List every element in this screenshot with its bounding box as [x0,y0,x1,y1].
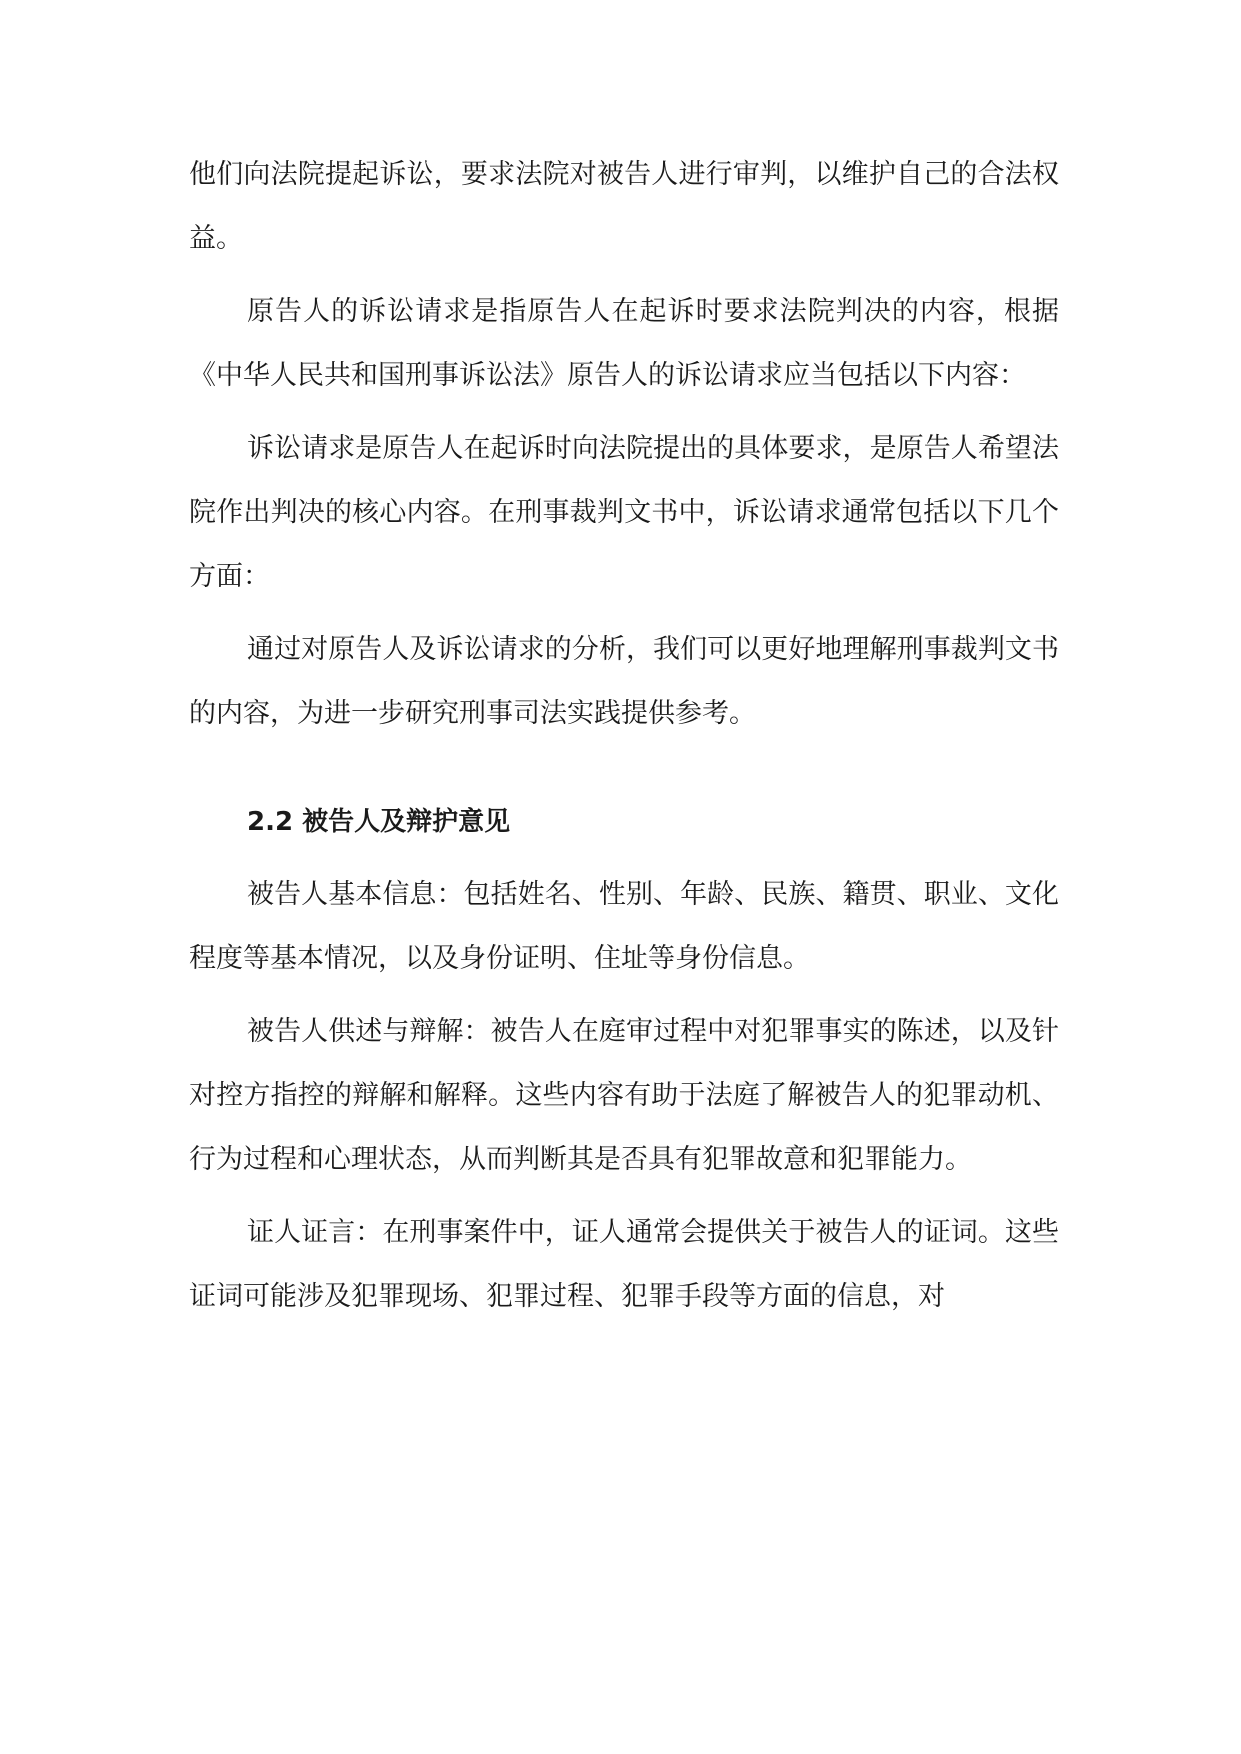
document-body [189,143,1059,1338]
paragraph-defendant-basic-info: 被告人基本信息：包括姓名、性别、年龄、民族、籍贯、职业、文化程度等基本情况，以及身份证明、住址等身份信息。 [189,879,1059,974]
section-heading: 2.2 被告人及辩护意见 [247,807,511,837]
paragraph-claims-description: 诉讼请求是原告人在起诉时向法院提出的具体要求，是原告人希望法院作出判决的核心内容。在刑事裁判文书中，诉讼请求通常包括以下几个方面： [189,433,1059,592]
paragraph-plaintiff-claims-definition: 原告人的诉讼请求是指原告人在起诉时要求法院判决的内容，根据《中华人民共和国刑事诉讼法》原告人的诉讼请求应当包括以下内容： [189,296,1059,391]
paragraph-continuation: 他们向法院提起诉讼，要求法院对被告人进行审判，以维护自己的合法权益。 [189,159,1059,254]
paragraph-witness-testimony: 证人证言：在刑事案件中，证人通常会提供关于被告人的证词。这些证词可能涉及犯罪现场、犯罪过程、犯罪手段等方面的信息，对 [189,1217,1059,1312]
paragraph-analysis-summary: 通过对原告人及诉讼请求的分析，我们可以更好地理解刑事裁判文书的内容，为进一步研究刑事司法实践提供参考。 [189,634,1059,729]
paragraph-defendant-statement: 被告人供述与辩解：被告人在庭审过程中对犯罪事实的陈述，以及针对控方指控的辩解和解释。这些内容有助于法庭了解被告人的犯罪动机、行为过程和心理状态，从而判断其是否具有犯罪故意和犯罪能力。 [189,1016,1059,1175]
